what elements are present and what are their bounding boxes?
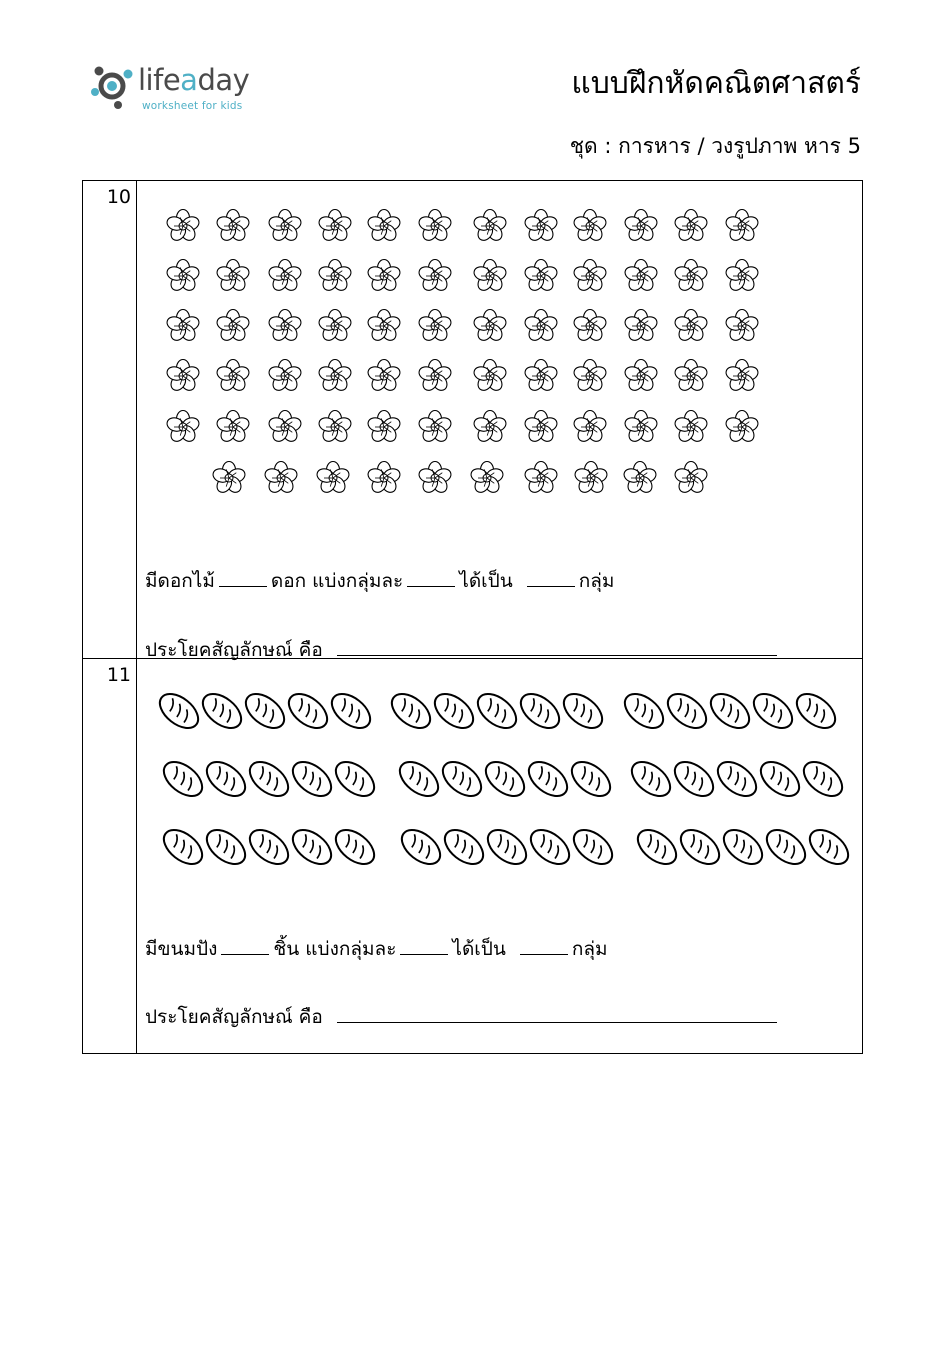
bread-icon <box>662 687 713 735</box>
logo-mark-icon <box>90 62 136 110</box>
answer-blank[interactable] <box>520 953 568 955</box>
bread-icon <box>804 823 855 871</box>
flower-icon <box>366 462 401 496</box>
division-statement <box>145 934 608 964</box>
flower-icon <box>523 260 558 294</box>
bread-icon <box>761 823 812 871</box>
statement-text: กลุ่ม <box>571 938 608 960</box>
flower-icon <box>724 260 759 294</box>
flower-icon <box>472 360 507 394</box>
flower-icon <box>724 310 759 344</box>
bread-icon <box>472 687 523 735</box>
flower-icon <box>572 360 607 394</box>
answer-blank[interactable] <box>527 585 575 587</box>
flower-icon <box>472 210 507 244</box>
statement-text: กลุ่ม <box>578 570 615 592</box>
page-subtitle: ชุด : การหาร / วงรูปภาพ หาร 5 <box>569 134 861 158</box>
flower-icon <box>472 310 507 344</box>
flower-icon <box>724 411 759 445</box>
flower-icon <box>366 411 401 445</box>
flower-icon <box>673 360 708 394</box>
flower-icon <box>622 462 657 496</box>
flower-icon <box>724 210 759 244</box>
bread-icon <box>482 823 533 871</box>
flower-icon <box>673 260 708 294</box>
equation-line <box>145 1002 777 1032</box>
flower-icon <box>673 411 708 445</box>
bread-icon <box>515 687 566 735</box>
flower-icon <box>417 411 452 445</box>
bread-icon <box>158 823 209 871</box>
bread-icon <box>675 823 726 871</box>
bread-icon <box>396 823 447 871</box>
statement-text: มีดอกไม้ <box>145 570 215 592</box>
flower-icon <box>267 310 302 344</box>
flower-icon <box>165 310 200 344</box>
flower-picture-area <box>139 181 859 501</box>
flower-icon <box>165 411 200 445</box>
answer-blank[interactable] <box>219 585 267 587</box>
bread-icon <box>619 687 670 735</box>
flower-icon <box>317 411 352 445</box>
statement-text: ชิ้น แบ่งกลุ่มละ <box>273 938 397 960</box>
flower-icon <box>263 462 298 496</box>
bread-icon <box>240 687 291 735</box>
bread-icon <box>197 687 248 735</box>
bread-icon <box>755 755 806 803</box>
bread-icon <box>429 687 480 735</box>
flower-icon <box>572 411 607 445</box>
flower-icon <box>165 260 200 294</box>
bread-picture-area <box>139 659 863 889</box>
flower-icon <box>572 210 607 244</box>
statement-text: ได้เป็น <box>452 938 506 960</box>
flower-icon <box>317 210 352 244</box>
bread-icon <box>558 687 609 735</box>
flower-icon <box>623 310 658 344</box>
flower-icon <box>215 310 250 344</box>
bread-icon <box>330 823 381 871</box>
bread-icon <box>798 755 849 803</box>
bread-icon <box>158 755 209 803</box>
bread-icon <box>718 823 769 871</box>
flower-icon <box>623 360 658 394</box>
statement-text: มีขนมปัง <box>145 938 218 960</box>
worksheet-table <box>82 180 863 1054</box>
bread-icon <box>439 823 490 871</box>
flower-icon <box>215 260 250 294</box>
division-statement <box>145 566 614 596</box>
flower-icon <box>267 360 302 394</box>
bread-icon <box>525 823 576 871</box>
bread-icon <box>201 823 252 871</box>
flower-icon <box>417 310 452 344</box>
equation-blank[interactable] <box>337 1021 777 1023</box>
bread-icon <box>154 687 205 735</box>
bread-icon <box>568 823 619 871</box>
flower-icon <box>623 210 658 244</box>
flower-icon <box>417 210 452 244</box>
question-row-10 <box>83 181 862 659</box>
bread-icon <box>705 687 756 735</box>
flower-icon <box>317 310 352 344</box>
answer-blank[interactable] <box>400 953 448 955</box>
bread-icon <box>330 755 381 803</box>
logo-wordmark: lifeaday <box>138 63 250 97</box>
flower-icon <box>215 411 250 445</box>
equation-blank[interactable] <box>337 654 777 656</box>
statement-text: ได้เป็น <box>459 570 513 592</box>
flower-icon <box>572 260 607 294</box>
answer-blank[interactable] <box>221 953 269 955</box>
bread-icon <box>712 755 763 803</box>
bread-icon <box>748 687 799 735</box>
flower-icon <box>317 360 352 394</box>
flower-icon <box>165 360 200 394</box>
flower-icon <box>215 210 250 244</box>
question-row-11 <box>83 659 862 1054</box>
bread-icon <box>244 755 295 803</box>
flower-icon <box>472 260 507 294</box>
flower-icon <box>724 360 759 394</box>
flower-icon <box>366 310 401 344</box>
bread-icon <box>566 755 617 803</box>
bread-icon <box>669 755 720 803</box>
flower-icon <box>211 462 246 496</box>
equation-label: ประโยคสัญลักษณ์ คือ <box>145 639 323 661</box>
bread-icon <box>386 687 437 735</box>
flower-icon <box>573 462 608 496</box>
flower-icon <box>673 310 708 344</box>
flower-icon <box>469 462 504 496</box>
bread-icon <box>244 823 295 871</box>
bread-icon <box>523 755 574 803</box>
flower-icon <box>623 411 658 445</box>
lifeaday-logo <box>90 62 290 122</box>
flower-icon <box>317 260 352 294</box>
flower-icon <box>215 360 250 394</box>
flower-icon <box>673 210 708 244</box>
flower-icon <box>623 260 658 294</box>
flower-icon <box>523 210 558 244</box>
flower-icon <box>523 462 558 496</box>
flower-icon <box>366 260 401 294</box>
bread-icon <box>437 755 488 803</box>
flower-icon <box>523 411 558 445</box>
bread-icon <box>394 755 445 803</box>
number-column <box>83 181 137 658</box>
flower-icon <box>417 360 452 394</box>
bread-icon <box>626 755 677 803</box>
flower-icon <box>366 210 401 244</box>
flower-icon <box>523 310 558 344</box>
bread-icon <box>201 755 252 803</box>
flower-icon <box>165 210 200 244</box>
flower-icon <box>572 310 607 344</box>
bread-icon <box>326 687 377 735</box>
equation-label: ประโยคสัญลักษณ์ คือ <box>145 1006 323 1028</box>
flower-icon <box>315 462 350 496</box>
flower-icon <box>673 462 708 496</box>
logo-tagline: worksheet for kids <box>142 100 243 112</box>
answer-blank[interactable] <box>407 585 455 587</box>
bread-icon <box>283 687 334 735</box>
flower-icon <box>366 360 401 394</box>
bread-icon <box>287 755 338 803</box>
flower-icon <box>267 210 302 244</box>
question-number: 11 <box>106 664 131 686</box>
question-number: 10 <box>106 186 131 208</box>
bread-icon <box>632 823 683 871</box>
page-title: แบบฝึกหัดคณิตศาสตร์ <box>571 66 861 101</box>
statement-text: ดอก แบ่งกลุ่มละ <box>270 570 404 592</box>
flower-icon <box>472 411 507 445</box>
flower-icon <box>267 411 302 445</box>
bread-icon <box>480 755 531 803</box>
flower-icon <box>523 360 558 394</box>
bread-icon <box>791 687 842 735</box>
number-column <box>83 659 137 1054</box>
flower-icon <box>417 260 452 294</box>
flower-icon <box>267 260 302 294</box>
flower-icon <box>417 462 452 496</box>
bread-icon <box>287 823 338 871</box>
